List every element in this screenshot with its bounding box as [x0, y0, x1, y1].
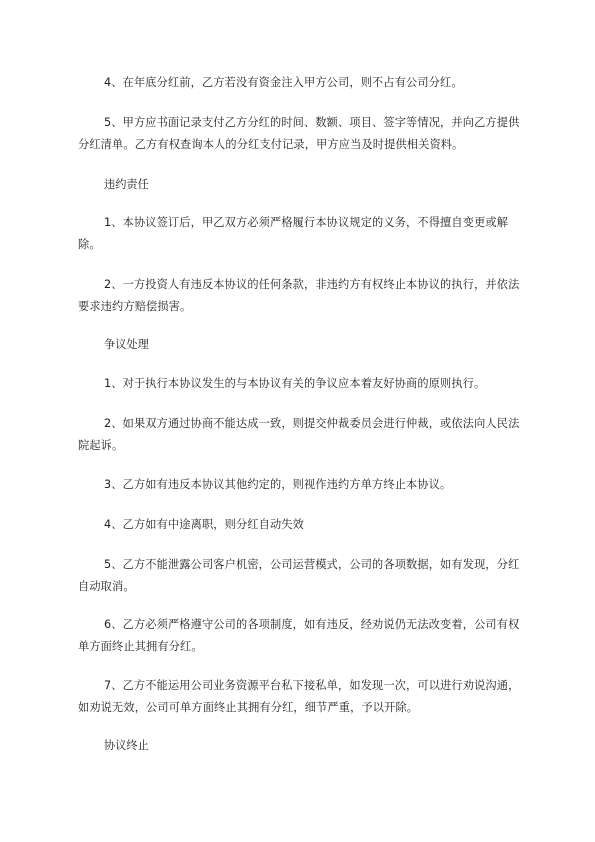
- clause-dispute-7: 7、乙方不能运用公司业务资源平台私下接私单，如发现一次，可以进行劝说沟通，如劝说无效，公司可单方面终止其拥有分红，细节严重，予以开除。: [78, 679, 520, 714]
- clause-breach-2: 2、一方投资人有违反本协议的任何条款，非违约方有权终止本协议的执行，并依法要求违约方赔偿损害。: [78, 278, 520, 313]
- clause-dispute-4: 4、乙方如有中途离职，则分红自动失效: [104, 518, 305, 531]
- clause-profit-5: 5、甲方应书面记录支付乙方分红的时间、数额、项目、签字等情况，并向乙方提供分红清单。乙方有权查询本人的分红支付记录，甲方应当及时提供相关资料。: [78, 116, 520, 151]
- clause-breach-1: 1、本协议签订后，甲乙双方必须严格履行本协议规定的义务，不得擅自变更或解除。: [78, 216, 509, 251]
- section-heading-dispute: 争议处理: [104, 338, 149, 351]
- clause-dispute-1: 1、对于执行本协议发生的与本协议有关的争议应本着友好协商的原则执行。: [104, 377, 486, 390]
- clause-dispute-5: 5、乙方不能泄露公司客户机密，公司运营模式，公司的各项数据，如有发现，分红自动取消。: [78, 558, 520, 593]
- section-heading-termination: 协议终止: [104, 739, 149, 752]
- clause-dispute-3: 3、乙方如有违反本协议其他约定的，则视作违约方单方终止本协议。: [104, 478, 452, 491]
- clause-profit-4: 4、在年底分红前，乙方若没有资金注入甲方公司，则不占有公司分红。: [104, 76, 463, 89]
- clause-dispute-6: 6、乙方必须严格遵守公司的各项制度，如有违反，经劝说仍无法改变着，公司有权单方面终止其拥有分红。: [78, 618, 520, 653]
- section-heading-breach: 违约责任: [104, 178, 149, 191]
- clause-dispute-2: 2、如果双方通过协商不能达成一致，则提交仲裁委员会进行仲裁，或依法向人民法院起诉。: [78, 417, 520, 452]
